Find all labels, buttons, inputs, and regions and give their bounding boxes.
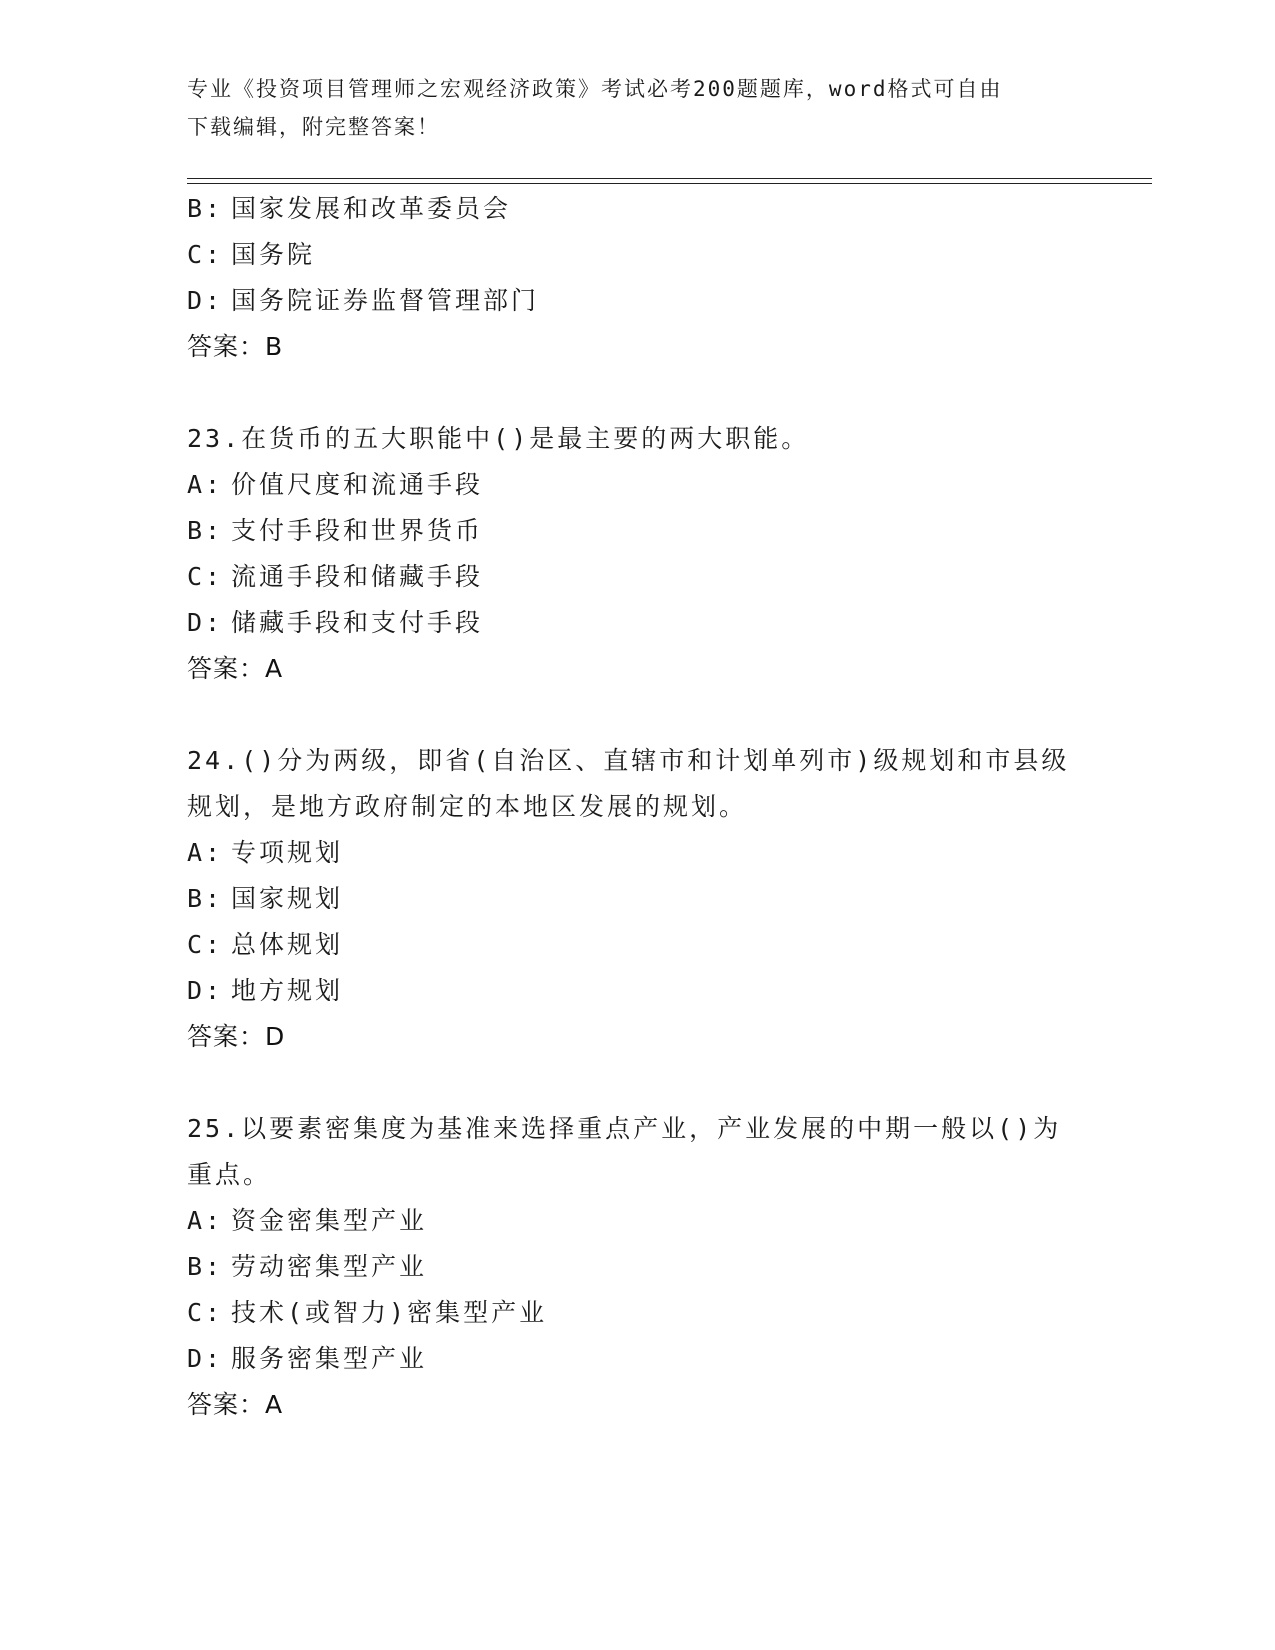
question-stem: 24.()分为两级，即省(自治区、直辖市和计划单列市)级规划和市县级规划，是地方政府制定的本地区发展的规划。 <box>187 746 1070 821</box>
option-label: B: <box>187 516 224 545</box>
option-a <box>187 1198 1087 1244</box>
document-header <box>187 70 1087 146</box>
option-label: C: <box>187 1298 224 1327</box>
answer-line: 答案：B <box>187 332 284 361</box>
option-c <box>187 1290 1087 1336</box>
option-text: 服务密集型产业 <box>231 1344 428 1373</box>
spacer <box>187 692 1087 738</box>
option-text: 国家发展和改革委员会 <box>231 194 512 223</box>
question-22-continued <box>187 186 1087 370</box>
option-b <box>187 1244 1087 1290</box>
spacer <box>187 1060 1087 1106</box>
option-text: 价值尺度和流通手段 <box>231 470 484 499</box>
option-text: 流通手段和储藏手段 <box>231 562 484 591</box>
question-24 <box>187 738 1087 1060</box>
option-text: 总体规划 <box>231 930 344 959</box>
spacer <box>187 370 1087 416</box>
question-stem: 25.以要素密集度为基准来选择重点产业，产业发展的中期一般以()为重点。 <box>187 1114 1062 1189</box>
header-divider-top <box>187 178 1152 179</box>
option-label: B: <box>187 194 224 223</box>
option-c <box>187 232 1087 278</box>
header-divider-bottom <box>187 183 1152 184</box>
option-text: 地方规划 <box>231 976 344 1005</box>
option-text: 专项规划 <box>231 838 344 867</box>
header-line-1: 专业《投资项目管理师之宏观经济政策》考试必考200题题库，word格式可自由 <box>187 77 1003 101</box>
option-text: 国家规划 <box>231 884 344 913</box>
option-label: C: <box>187 562 224 591</box>
option-label: C: <box>187 240 224 269</box>
option-c <box>187 922 1087 968</box>
question-23 <box>187 416 1087 692</box>
question-stem: 23.在货币的五大职能中()是最主要的两大职能。 <box>187 424 810 453</box>
option-text: 国务院证券监督管理部门 <box>231 286 540 315</box>
option-d <box>187 600 1087 646</box>
option-label: B: <box>187 884 224 913</box>
header-line-2: 下载编辑，附完整答案！ <box>187 115 440 139</box>
option-c <box>187 554 1087 600</box>
option-label: A: <box>187 838 224 867</box>
option-label: B: <box>187 1252 224 1281</box>
option-d <box>187 1336 1087 1382</box>
option-b <box>187 186 1087 232</box>
option-text: 劳动密集型产业 <box>231 1252 428 1281</box>
option-d <box>187 968 1087 1014</box>
question-list <box>187 186 1087 1428</box>
answer-line: 答案：A <box>187 654 284 683</box>
option-label: A: <box>187 470 224 499</box>
option-label: A: <box>187 1206 224 1235</box>
option-label: C: <box>187 930 224 959</box>
option-a <box>187 462 1087 508</box>
option-label: D: <box>187 608 224 637</box>
option-text: 储藏手段和支付手段 <box>231 608 484 637</box>
option-text: 资金密集型产业 <box>231 1206 428 1235</box>
answer-line: 答案：D <box>187 1022 286 1051</box>
option-b <box>187 508 1087 554</box>
option-b <box>187 876 1087 922</box>
question-25 <box>187 1106 1087 1428</box>
option-label: D: <box>187 976 224 1005</box>
option-label: D: <box>187 1344 224 1373</box>
option-text: 支付手段和世界货币 <box>231 516 484 545</box>
option-text: 国务院 <box>231 240 316 269</box>
option-text: 技术(或智力)密集型产业 <box>231 1298 548 1327</box>
option-a <box>187 830 1087 876</box>
answer-line: 答案：A <box>187 1390 284 1419</box>
option-d <box>187 278 1087 324</box>
option-label: D: <box>187 286 224 315</box>
